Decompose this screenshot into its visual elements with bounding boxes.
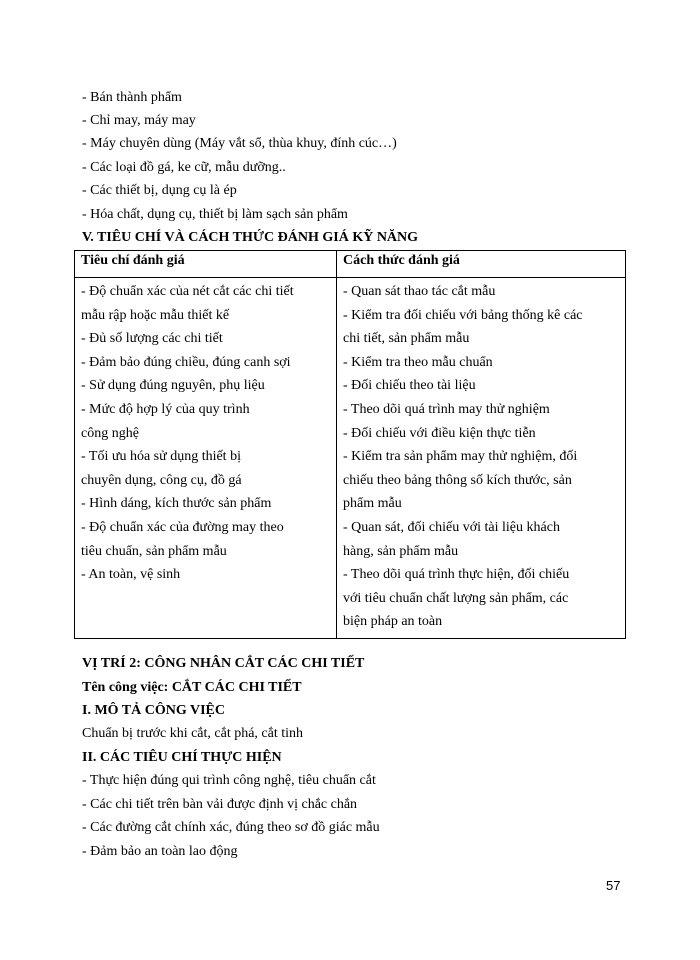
criteria-line: - Hình dáng, kích thước sản phẩm — [81, 496, 272, 512]
table-header-row — [75, 251, 626, 278]
list-item: - Các loại đồ gá, ke cữ, mẫu dưỡng.. — [82, 160, 286, 175]
method-line: - Kiểm tra sản phẩm may thử nghiệm, đối — [343, 449, 578, 465]
method-line: - Đối chiếu theo tài liệu — [343, 378, 476, 394]
criteria-line: - Sử dụng đúng nguyên, phụ liệu — [81, 378, 265, 394]
list-item: - Hóa chất, dụng cụ, thiết bị làm sạch sản phẩm — [82, 207, 348, 222]
criteria-line: - Mức độ hợp lý của quy trình — [81, 401, 250, 417]
list-item: - Chỉ may, máy may — [82, 113, 196, 128]
job-name: Tên công việc: CẮT CÁC CHI TIẾT — [82, 680, 302, 695]
job-description: Chuẩn bị trước khi cắt, cắt phá, cắt tinh — [82, 726, 304, 741]
criteria-line: chuyên dụng, công cụ, đồ gá — [81, 472, 242, 488]
method-line: biện pháp an toàn — [343, 614, 443, 630]
method-line: - Kiểm tra theo mẫu chuẩn — [343, 354, 493, 370]
criteria-line: công nghệ — [81, 425, 139, 441]
table-header-criteria: Tiêu chí đánh giá — [75, 251, 337, 278]
methods-cell — [337, 278, 626, 639]
criteria-table — [74, 250, 626, 639]
list-item: - Các thiết bị, dụng cụ là ép — [82, 183, 237, 198]
method-line: - Theo dõi quá trình may thử nghiệm — [343, 401, 550, 417]
method-line: chiếu theo bảng thông số kích thước, sản — [343, 472, 572, 488]
table-row — [75, 278, 626, 639]
method-line: - Đối chiếu với điều kiện thực tiễn — [343, 425, 536, 441]
criteria-line: - An toàn, vệ sinh — [81, 567, 181, 583]
list-item: - Đảm bảo an toàn lao động — [82, 844, 238, 859]
method-line: - Quan sát, đối chiếu với tài liệu khách — [343, 519, 560, 535]
criteria-line: - Đảm bảo đúng chiều, đúng canh sợi — [81, 354, 291, 370]
method-line: - Kiểm tra đối chiếu với bảng thống kê các — [343, 307, 583, 323]
list-item: - Máy chuyên dùng (Máy vắt sổ, thùa khuy, đính cúc…) — [82, 136, 397, 151]
section-heading: I. MÔ TẢ CÔNG VIỆC — [82, 703, 226, 718]
method-line: chi tiết, sản phẩm mẫu — [343, 331, 470, 347]
method-line: phẩm mẫu — [343, 496, 402, 512]
criteria-line: - Độ chuẩn xác của nét cắt các chi tiết — [81, 284, 294, 299]
position-title: VỊ TRÍ 2: CÔNG NHÂN CẮT CÁC CHI TIẾT — [82, 656, 365, 671]
method-line: hàng, sản phẩm mẫu — [343, 543, 459, 559]
table-header-methods: Cách thức đánh giá — [337, 251, 626, 278]
criteria-line: - Tối ưu hóa sử dụng thiết bị — [81, 449, 241, 465]
list-item: - Các chi tiết trên bàn vải được định vị chắc chắn — [82, 797, 358, 812]
criteria-cell — [75, 278, 337, 639]
section-heading: II. CÁC TIÊU CHÍ THỰC HIỆN — [82, 750, 282, 765]
criteria-line: - Độ chuẩn xác của đường may theo — [81, 519, 284, 535]
method-line: - Quan sát thao tác cắt mẫu — [343, 284, 496, 299]
page-number: 57 — [606, 878, 621, 893]
list-item: - Thực hiện đúng qui trình công nghệ, tiêu chuẩn cắt — [82, 773, 376, 788]
criteria-line: - Đủ số lượng các chi tiết — [81, 331, 223, 347]
method-line: với tiêu chuẩn chất lượng sản phẩm, các — [343, 590, 569, 606]
method-line: - Theo dõi quá trình thực hiện, đối chiếu — [343, 567, 570, 583]
list-item: - Các đường cắt chính xác, đúng theo sơ đồ giác mẫu — [82, 820, 380, 835]
list-item: - Bán thành phẩm — [82, 90, 182, 105]
criteria-line: mẫu rập hoặc mẫu thiết kế — [81, 307, 230, 323]
criteria-line: tiêu chuẩn, sản phẩm mẫu — [81, 543, 227, 559]
section-heading: V. TIÊU CHÍ VÀ CÁCH THỨC ĐÁNH GIÁ KỸ NĂNG — [82, 230, 419, 245]
